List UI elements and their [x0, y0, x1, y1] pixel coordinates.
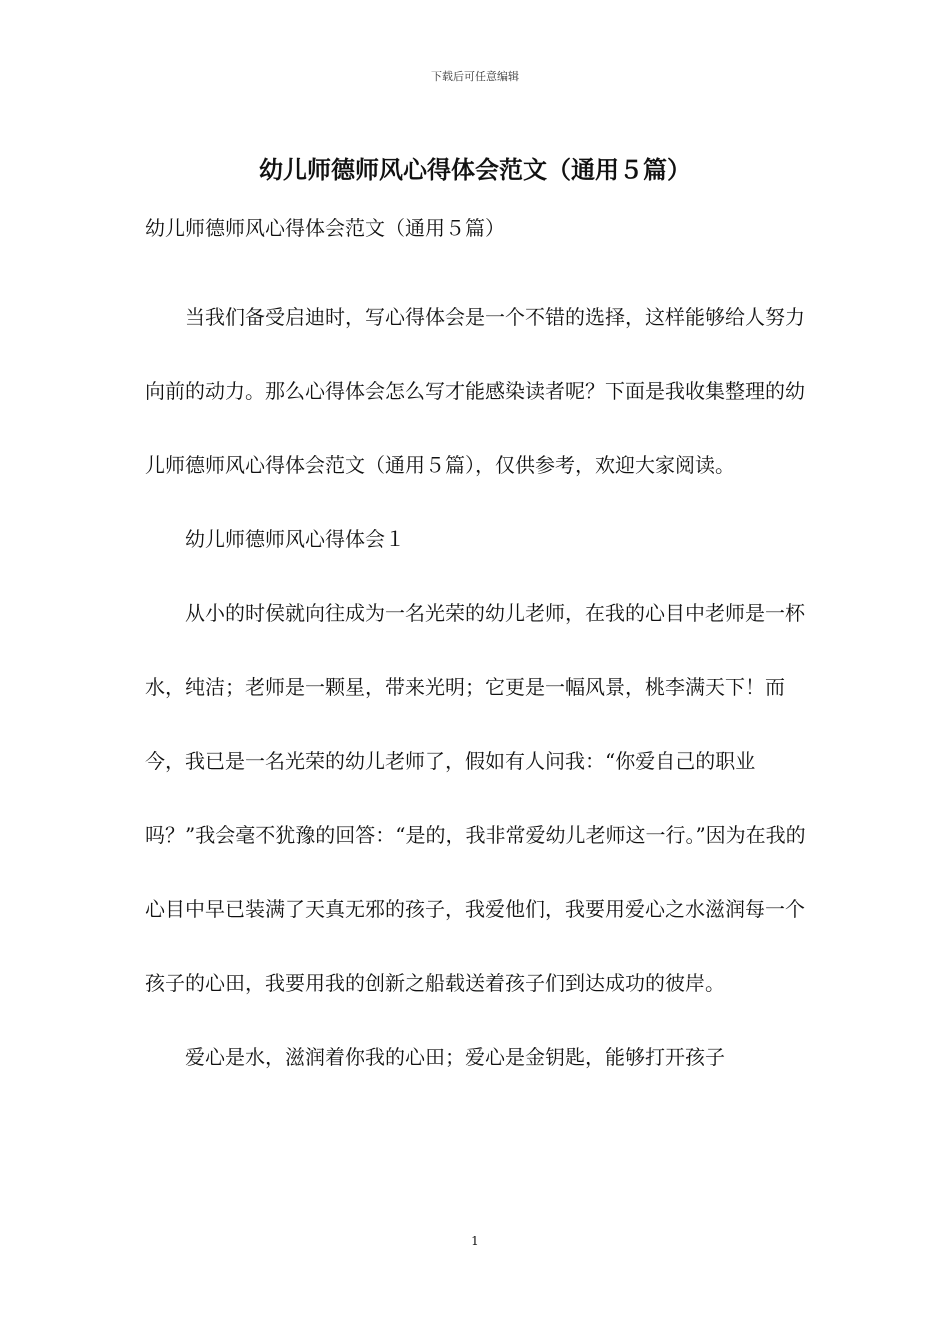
- intro-paragraph: 当我们备受启迪时，写心得体会是一个不错的选择，这样能够给人努力向前的动力。那么心得体会怎么写才能感染读者呢？下面是我收集整理的幼儿师德师风心得体会范文（通用５篇），仅供参考，欢迎大家阅读。: [145, 305, 805, 477]
- section-heading: 幼儿师德师风心得体会１: [185, 527, 405, 551]
- document-title: 幼儿师德师风心得体会范文（通用５篇）: [259, 156, 691, 184]
- page-number: 1: [471, 1234, 479, 1248]
- body-paragraph: 爱心是水，滋润着你我的心田；爱心是金钥匙，能够打开孩子: [185, 1045, 725, 1069]
- header-note: 下载后可任意编辑: [431, 70, 519, 83]
- body-paragraph: 从小的时侯就向往成为一名光荣的幼儿老师，在我的心目中老师是一杯水，纯洁；老师是一颗星，带来光明；它更是一幅风景，桃李满天下！而今，我已是一名光荣的幼儿老师了，假如有人问我：“你爱自己的职业吗？”我会毫不犹豫的回答：“是的，我非常爱幼儿老师这一行。”因为在我的心目中早已装满了天真无邪的孩子，我爱他们，我要用爱心之水滋润每一个孩子的心田，我要用我的创新之船载送着孩子们到达成功的彼岸。: [145, 601, 806, 995]
- document-subtitle: 幼儿师德师风心得体会范文（通用５篇）: [145, 216, 505, 240]
- document-body: [145, 280, 815, 1094]
